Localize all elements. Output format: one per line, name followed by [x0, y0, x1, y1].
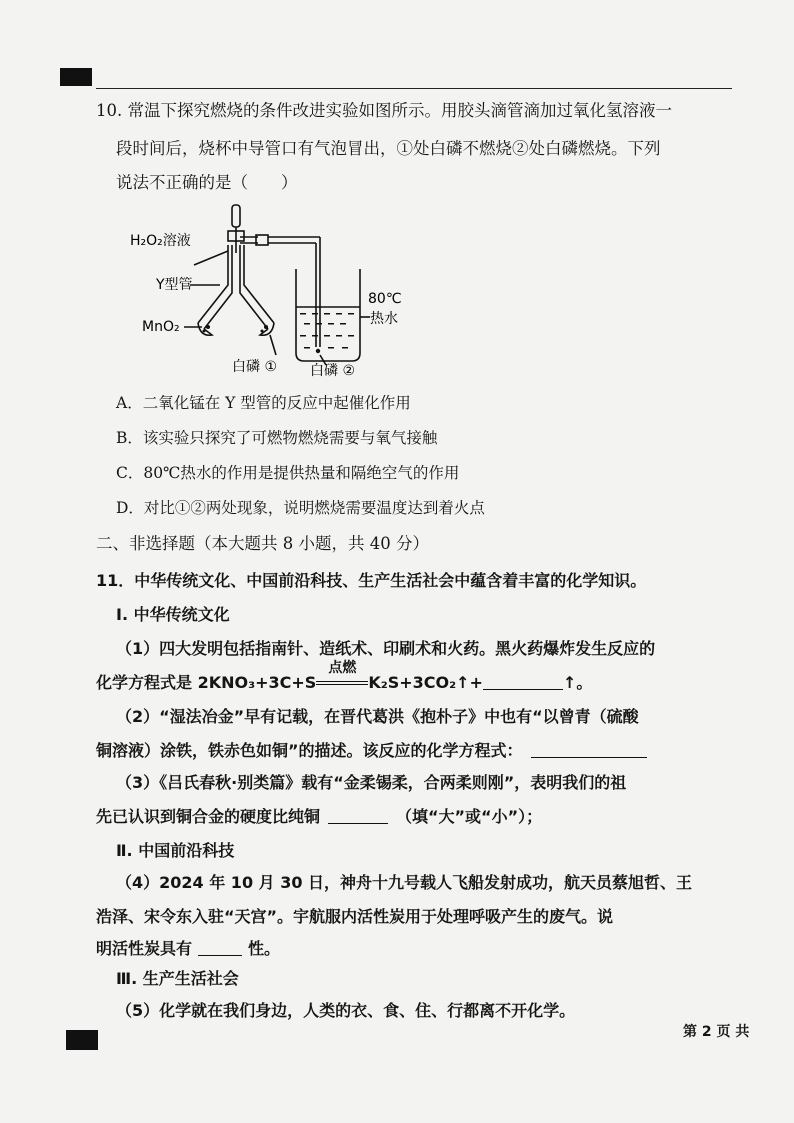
label-phosphorus-2: 白磷 ② [310, 363, 356, 379]
item3-text-b: （填“大”或“小”）； [396, 807, 543, 826]
condition-label: 点燃 [328, 660, 357, 676]
gas-pipe-down [316, 237, 320, 347]
label-mno2: MnO₂ [142, 319, 180, 335]
equation-lhs: 化学方程式是 2KNO₃+3C+S [96, 673, 317, 692]
q11-stem: 11．中华传统文化、中国前沿科技、生产生活社会中蕴含着丰富的化学知识。 [96, 571, 647, 590]
y-tube-right-end [260, 323, 274, 335]
q11-item2-line1: （2）“湿法冶金”早有记载，在晋代葛洪《抱朴子》中也有“以曾青（硫酸 [116, 707, 639, 726]
q11-item1-equation [96, 660, 593, 694]
q11-item4-line2: 浩泽、宋令东入驻“天宫”。宇航服内活性炭用于处理呼吸产生的废气。说 [96, 907, 614, 926]
equation-bar [316, 681, 368, 685]
equation-tail: ↑。 [562, 673, 593, 692]
section2-title: 二、非选择题（本大题共 8 小题，共 40 分） [96, 534, 429, 553]
leader-h2o2 [194, 251, 228, 265]
q11-item2-line2 [96, 740, 647, 762]
q10-stem-line3: 说法不正确的是（ ） [116, 173, 298, 192]
item4-text-a: 明活性炭具有 [96, 939, 193, 958]
item4-text-b: 性。 [248, 939, 281, 958]
gas-pipe-mid [268, 237, 320, 243]
q11-item4-line3 [96, 938, 280, 960]
item2-text: 铜溶液）涂铁，铁赤色如铜”的描述。该反应的化学方程式： [96, 741, 523, 760]
answer-blank-4[interactable] [198, 941, 242, 956]
experiment-figure [120, 195, 420, 385]
y-tube-left-end [198, 323, 212, 335]
q11-item4-line1: （4）2024 年 10 月 30 日，神舟十九号载人飞船发射成功，航天员蔡旭哲、王 [116, 873, 693, 892]
q11-part3-title: Ⅲ. 生产生活社会 [116, 969, 239, 988]
phosphorus-1 [264, 325, 268, 329]
equation-rhs: K₂S+3CO₂↑+ [368, 673, 483, 692]
corner-mark-top [60, 68, 92, 86]
answer-blank-3[interactable] [328, 809, 388, 824]
q11-item5-line1: （5）化学就在我们身边，人类的衣、食、住、行都离不开化学。 [116, 1001, 576, 1020]
q11-part2-title: Ⅱ. 中国前沿科技 [116, 841, 235, 860]
q11-item1-line1: （1）四大发明包括指南针、造纸术、印刷术和火药。黑火药爆炸发生反应的 [116, 639, 656, 658]
reaction-condition [316, 660, 368, 694]
leader-p1 [270, 335, 276, 355]
q10-option-c: C．80℃热水的作用是提供热量和隔绝空气的作用 [116, 464, 460, 482]
mno2-particle [206, 325, 210, 329]
q10-option-a: A．二氧化锰在 Y 型管的反应中起催化作用 [116, 394, 411, 412]
q10-option-b: B．该实验只探究了可燃物燃烧需要与氧气接触 [116, 429, 438, 447]
y-tube-outer [198, 245, 274, 323]
dropper-bulb [232, 205, 240, 227]
corner-mark-bottom [66, 1030, 98, 1050]
water-dashes [300, 313, 354, 349]
answer-blank-1[interactable] [483, 675, 563, 690]
label-temp: 80℃ [368, 291, 402, 307]
page-footer: 第 2 页 共 [683, 1024, 750, 1040]
item3-text-a: 先已认识到铜合金的硬度比纯铜 [96, 807, 321, 826]
q10-stem-line2: 段时间后，烧杯中导管口有气泡冒出，①处白磷不燃烧②处白磷燃烧。下列 [116, 139, 661, 158]
q10-stem-line1: 10. 常温下探究燃烧的条件改进实验如图所示。用胶头滴管滴加过氧化氢溶液一 [96, 101, 672, 120]
solid-particles [203, 325, 321, 353]
q10-option-d: D．对比①②两处现象，说明燃烧需要温度达到着火点 [116, 499, 485, 517]
q11-part1-title: Ⅰ. 中华传统文化 [116, 605, 230, 624]
answer-blank-2[interactable] [531, 743, 647, 758]
header-rule [96, 88, 732, 89]
label-ytube: Y型管 [156, 277, 193, 293]
phosphorus-2 [316, 349, 320, 353]
label-hotwater: 热水 [370, 311, 398, 327]
q11-item3-line2 [96, 806, 542, 828]
q11-item3-line1: （3）《吕氏春秋·别类篇》载有“金柔锡柔，合两柔则刚”，表明我们的祖 [116, 773, 627, 792]
label-h2o2: H₂O₂溶液 [130, 233, 191, 249]
label-phosphorus-1: 白磷 ① [232, 359, 278, 375]
